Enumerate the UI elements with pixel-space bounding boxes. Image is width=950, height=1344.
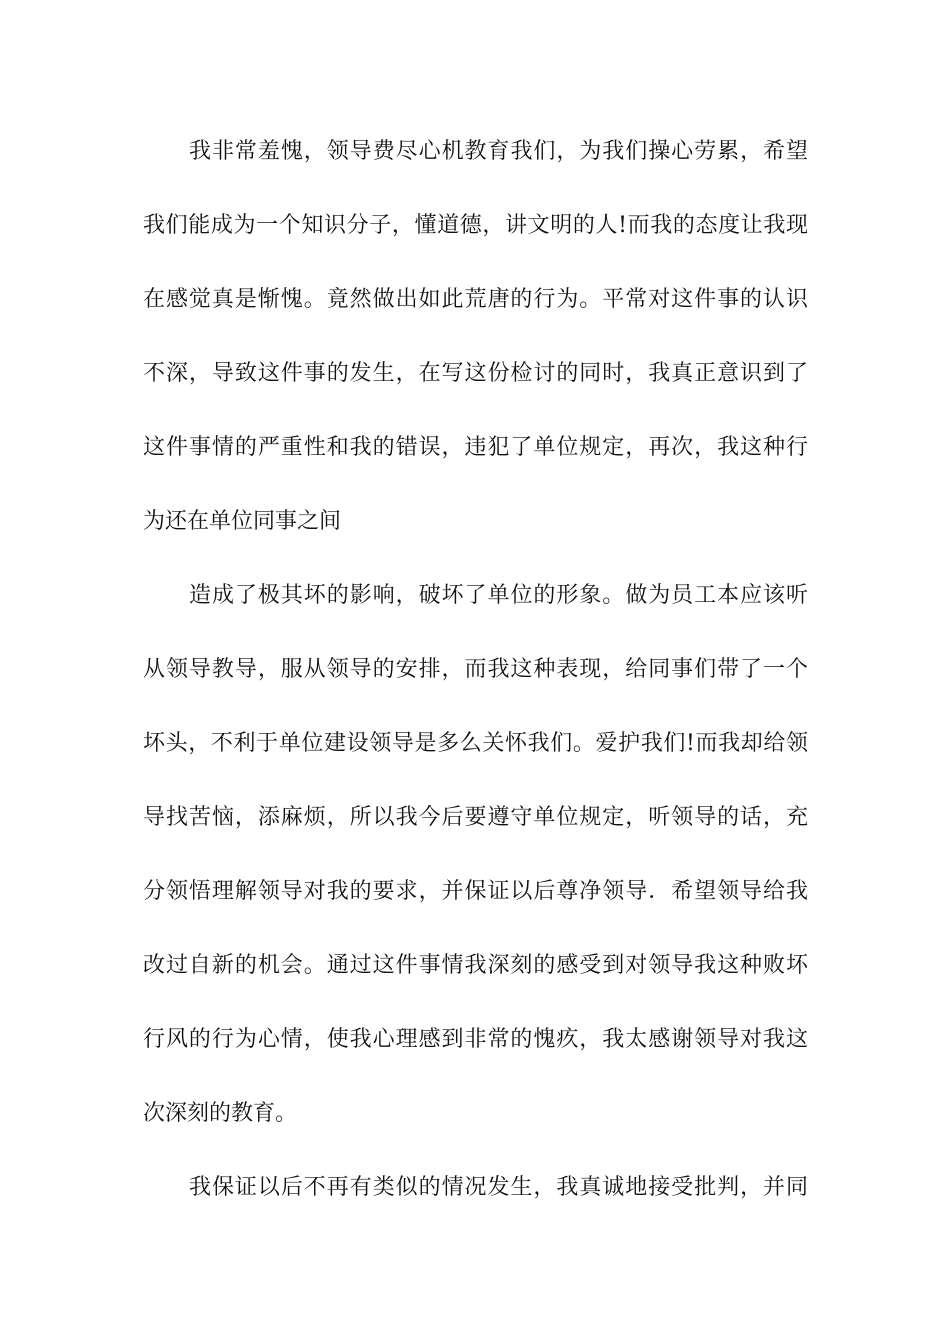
paragraph-line: 坏头，不利于单位建设领导是多么关怀我们。爱护我们!而我却给领 [143, 731, 808, 756]
paragraph-line: 这件事情的严重性和我的错误，违犯了单位规定，再次，我这种行 [143, 435, 808, 460]
paragraph-line: 导找苦恼，添麻烦，所以我今后要遵守单位规定，听领导的话，充 [143, 805, 808, 830]
paragraph-line: 从领导教导，服从领导的安排，而我这种表现，给同事们带了一个 [143, 657, 808, 682]
paragraph-3 [143, 1168, 808, 1242]
paragraph-line: 分领悟理解领导对我的要求，并保证以后尊净领导．希望领导给我 [143, 879, 808, 904]
paragraph-line: 改过自新的机会。通过这件事情我深刻的感受到对领导我这种败坏 [143, 953, 808, 978]
paragraph-line: 次深刻的教育。 [143, 1101, 298, 1126]
paragraph-line: 我非常羞愧，领导费尽心机教育我们，为我们操心劳累，希望 [189, 139, 808, 164]
paragraph-1 [143, 132, 808, 576]
paragraph-line: 不深，导致这件事的发生，在写这份检讨的同时，我真正意识到了 [143, 361, 808, 386]
paragraph-line: 在感觉真是惭愧。竟然做出如此荒唐的行为。平常对这件事的认识 [143, 287, 808, 312]
paragraph-line: 行风的行为心情，使我心理感到非常的愧疚，我太感谢领导对我这 [143, 1027, 808, 1052]
paragraph-2 [143, 576, 808, 1168]
document-body [143, 132, 808, 1242]
paragraph-line: 为还在单位同事之间 [143, 509, 342, 534]
paragraph-line: 我保证以后不再有类似的情况发生，我真诚地接受批判，并同 [189, 1175, 808, 1200]
paragraph-line: 造成了极其坏的影响，破坏了单位的形象。做为员工本应该听 [189, 583, 808, 608]
paragraph-line: 我们能成为一个知识分子，懂道德，讲文明的人!而我的态度让我现 [143, 213, 808, 238]
